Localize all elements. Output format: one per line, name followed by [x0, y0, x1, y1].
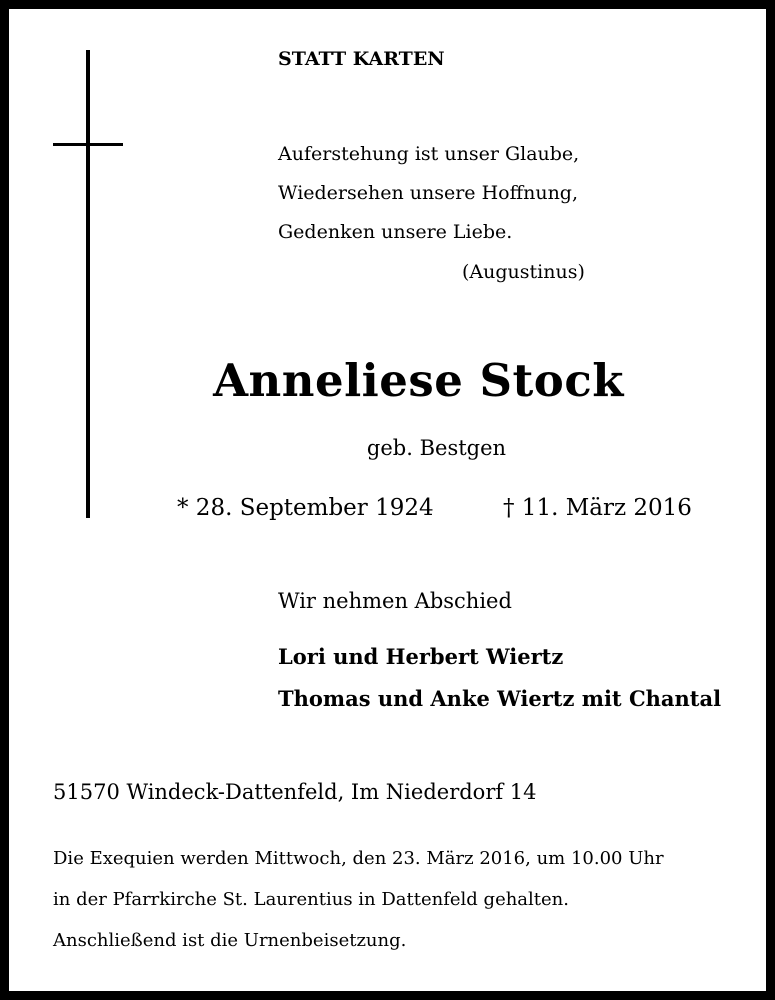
- notice-header: STATT KARTEN: [278, 48, 445, 70]
- birth-date: * 28. September 1924: [177, 495, 434, 521]
- service-line: Die Exequien werden Mittwoch, den 23. März 2016, um 10.00 Uhr: [53, 848, 664, 869]
- death-date: † 11. März 2016: [503, 495, 692, 521]
- quote-line: Auferstehung ist unser Glaube,: [278, 143, 580, 165]
- quote-line: Wiedersehen unsere Hoffnung,: [278, 182, 579, 204]
- family-member: Thomas und Anke Wiertz mit Chantal: [278, 686, 722, 711]
- address: 51570 Windeck-Dattenfeld, Im Niederdorf 14: [53, 780, 537, 804]
- quote-author: (Augustinus): [462, 261, 585, 283]
- cross-horizontal-bar: [53, 143, 123, 146]
- maiden-name: geb. Bestgen: [366, 436, 507, 460]
- service-line: in der Pfarrkirche St. Laurentius in Dattenfeld gehalten.: [53, 889, 569, 910]
- farewell-text: Wir nehmen Abschied: [278, 589, 512, 613]
- quote-line: Gedenken unsere Liebe.: [278, 221, 513, 243]
- deceased-name: Anneliese Stock: [213, 354, 624, 407]
- service-line: Anschließend ist die Urnenbeisetzung.: [53, 930, 407, 951]
- family-member: Lori und Herbert Wiertz: [278, 644, 564, 669]
